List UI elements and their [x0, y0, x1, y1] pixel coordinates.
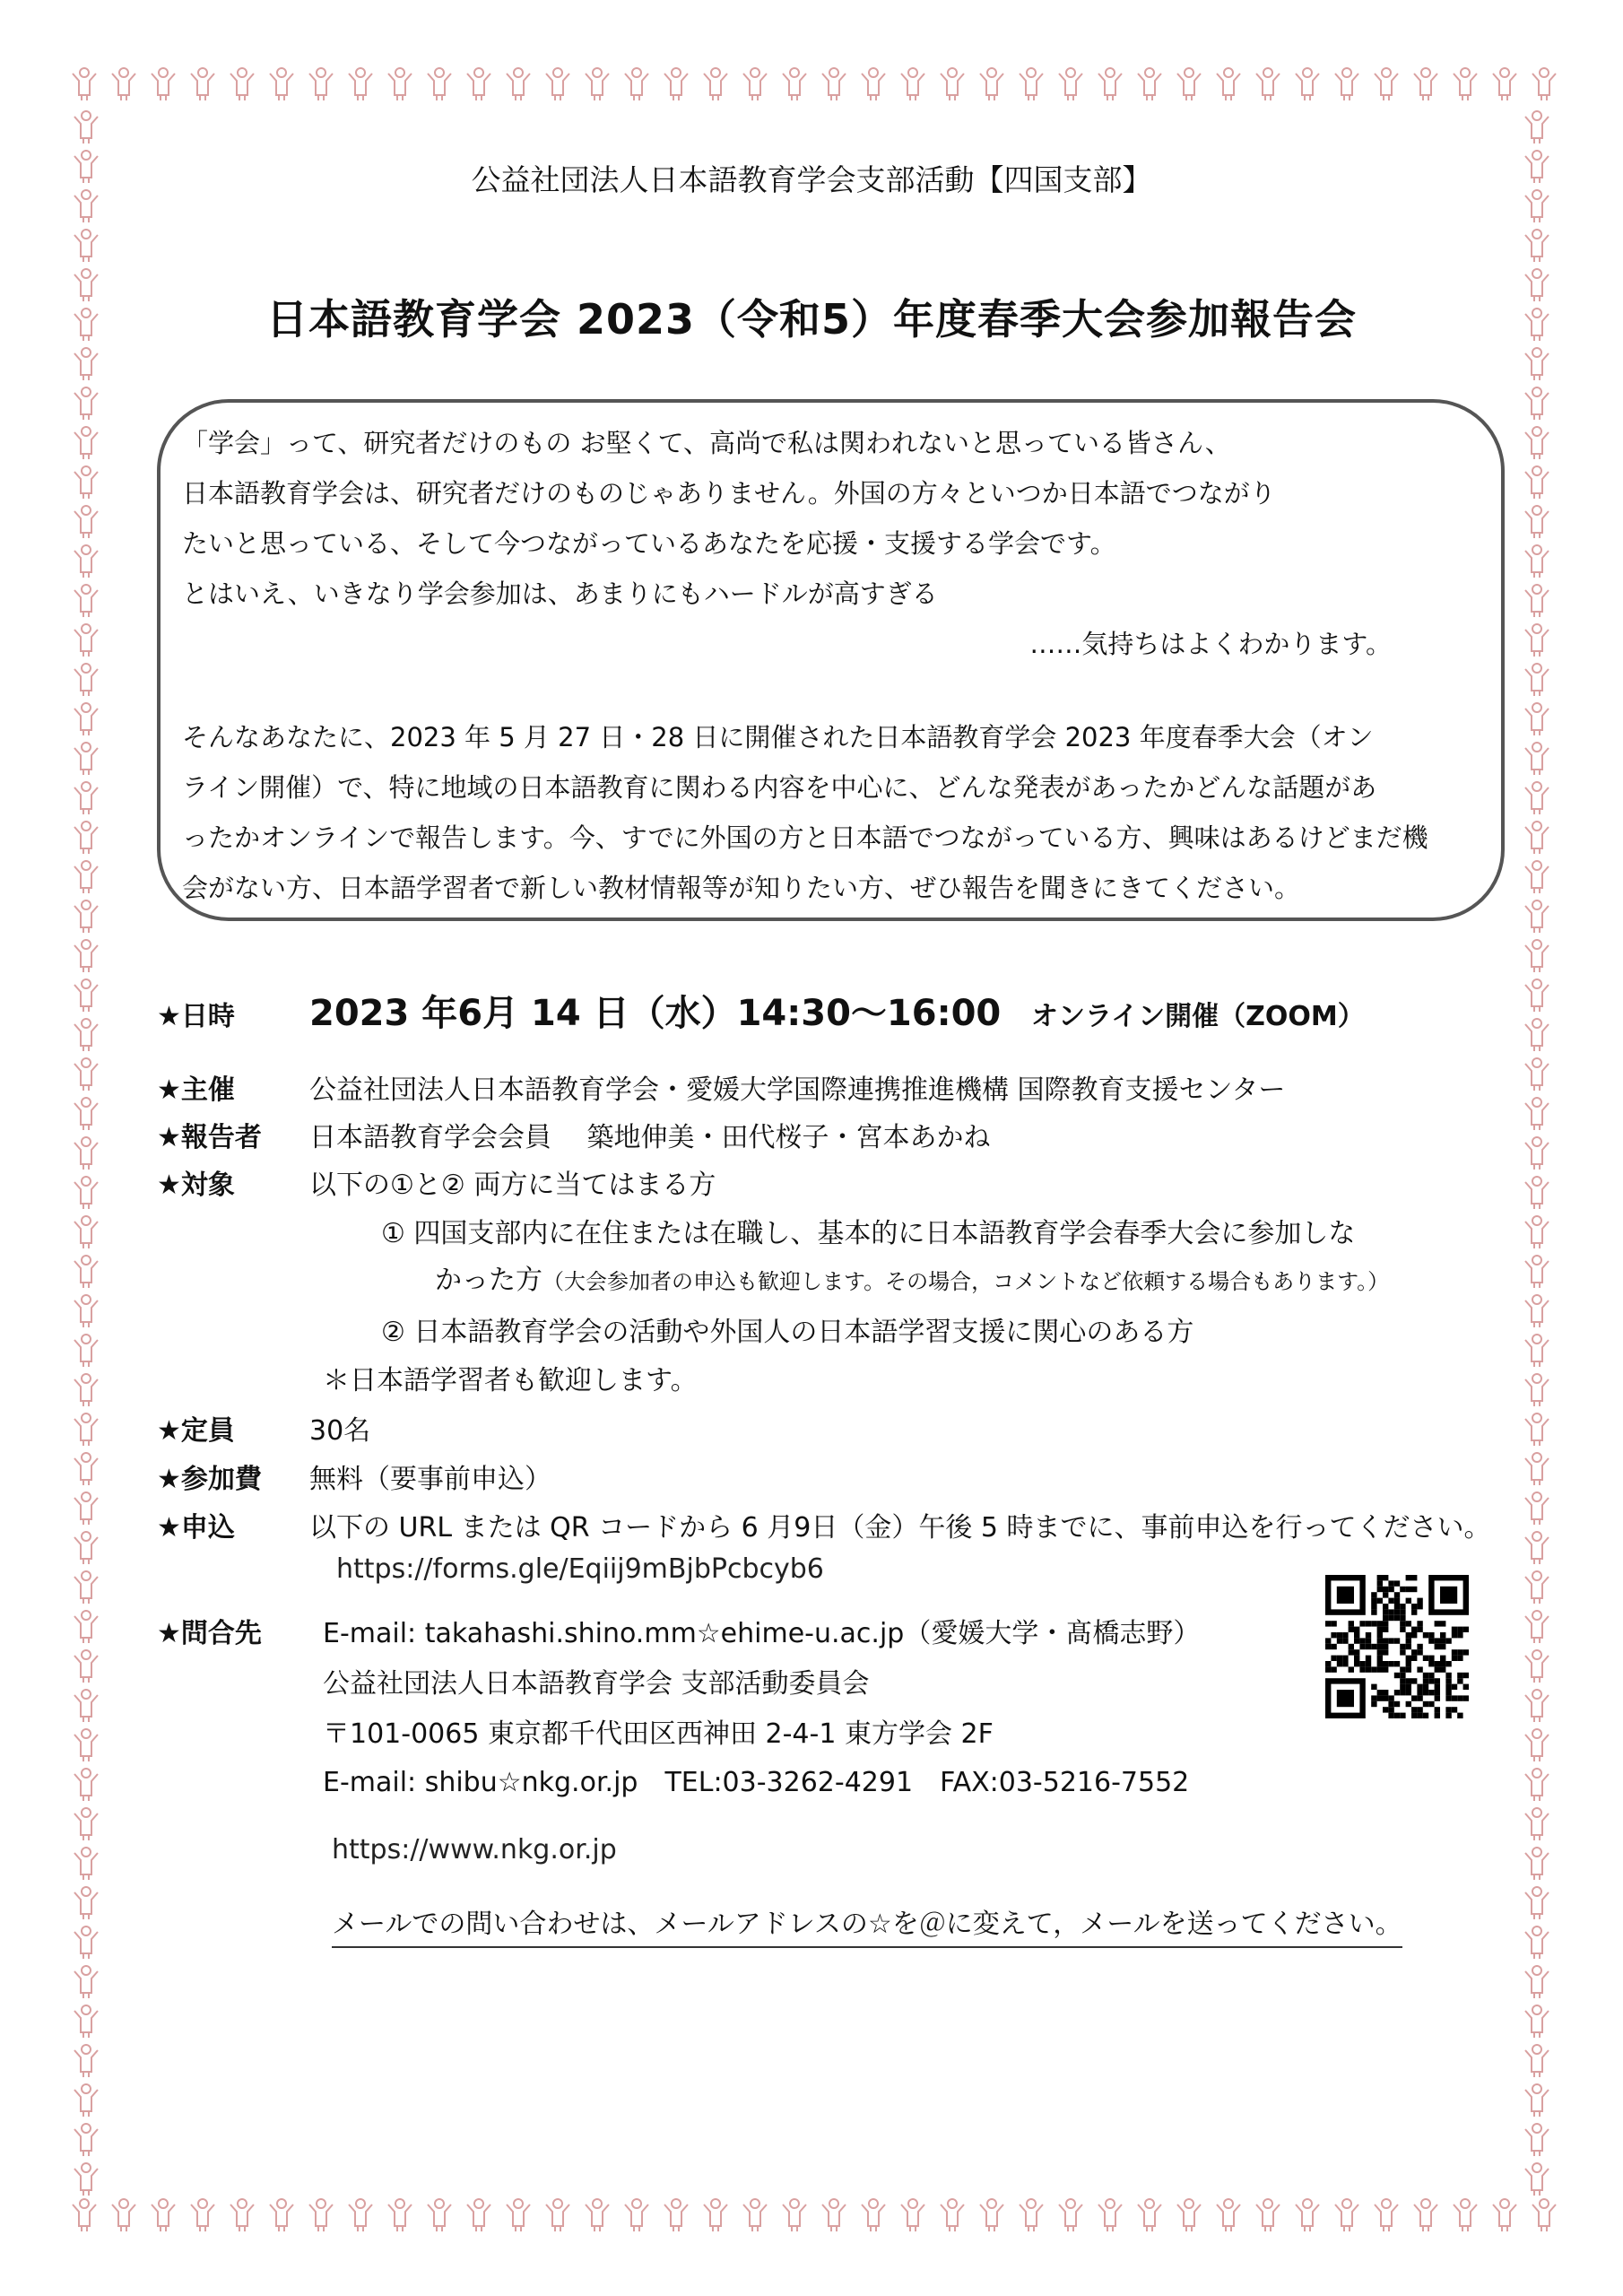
person-figure-icon	[74, 624, 98, 657]
person-figure-icon	[1217, 68, 1240, 100]
person-figure-icon	[1525, 743, 1549, 775]
person-figure-icon	[152, 68, 175, 100]
person-figure-icon	[546, 68, 569, 100]
person-figure-icon	[1525, 1256, 1549, 1288]
person-figure-icon	[349, 68, 372, 100]
person-figure-icon	[1525, 1374, 1549, 1406]
person-figure-icon	[941, 2199, 964, 2231]
person-figure-icon	[1414, 2199, 1437, 2231]
apply-value: 以下の URL または QR コードから 6 月9日（金）午後 5 時までに、事前申込を行ってください。	[309, 1512, 1491, 1544]
person-figure-icon	[74, 979, 98, 1012]
person-figure-icon	[625, 68, 648, 100]
person-figure-icon	[1525, 1058, 1549, 1091]
target-item-1: ① 四国支部内に在住または在職し、基本的に日本語教育学会春季大会に参加しな	[381, 1218, 1356, 1249]
person-figure-icon	[74, 782, 98, 814]
person-figure-icon	[1525, 1177, 1549, 1209]
person-figure-icon	[1525, 940, 1549, 972]
person-figure-icon	[428, 68, 451, 100]
person-figure-icon	[1059, 68, 1082, 100]
person-figure-icon	[74, 2163, 98, 2196]
person-figure-icon	[191, 2199, 214, 2231]
person-figure-icon	[74, 585, 98, 617]
person-figure-icon	[625, 2199, 648, 2231]
fee-value: 無料（要事前申込）	[309, 1464, 551, 1495]
person-figure-icon	[664, 68, 688, 100]
capacity-label: ★定員	[157, 1415, 235, 1447]
intro-line: ライン開催）で、特に地域の日本語教育に関わる内容を中心に、どんな発表があったかどんな話題があ	[182, 772, 1377, 803]
contact-address: 〒101-0065 東京都千代田区西神田 2-4-1 東方学会 2F	[323, 1718, 994, 1750]
intro-line: そんなあなたに、2023 年 5 月 27 日・28 日に開催された日本語教育学会 2023 年度春季大会（オン	[182, 722, 1374, 752]
person-figure-icon	[1525, 2124, 1549, 2156]
person-figure-icon	[1098, 68, 1122, 100]
person-figure-icon	[74, 664, 98, 696]
person-figure-icon	[1525, 1019, 1549, 1051]
person-figure-icon	[74, 1335, 98, 1367]
intro-line: たいと思っている、そして今つながっているあなたを応援・支援する学会です。	[182, 528, 1116, 559]
person-figure-icon	[1525, 1295, 1549, 1327]
person-figure-icon	[1138, 2199, 1161, 2231]
person-figure-icon	[191, 68, 214, 100]
person-figure-icon	[1375, 68, 1398, 100]
person-figure-icon	[112, 2199, 135, 2231]
person-figure-icon	[388, 2199, 412, 2231]
person-figure-icon	[152, 2199, 175, 2231]
person-figure-icon	[1525, 1532, 1549, 1564]
person-figure-icon	[1525, 2005, 1549, 2038]
apply-url-link[interactable]: https://forms.gle/Eqiij9mBjbPcbcyb6	[336, 1553, 824, 1585]
person-figure-icon	[349, 2199, 372, 2231]
decorative-border-right	[1514, 63, 1560, 2233]
person-figure-icon	[309, 68, 333, 100]
person-figure-icon	[1525, 1690, 1549, 1722]
person-figure-icon	[1525, 1216, 1549, 1248]
person-figure-icon	[1020, 2199, 1043, 2231]
person-figure-icon	[74, 1808, 98, 1840]
decorative-border-top	[61, 59, 1562, 106]
person-figure-icon	[309, 2199, 333, 2231]
person-figure-icon	[74, 703, 98, 735]
person-figure-icon	[270, 68, 293, 100]
person-figure-icon	[1525, 348, 1549, 380]
person-figure-icon	[1525, 1650, 1549, 1683]
person-figure-icon	[1525, 624, 1549, 657]
person-figure-icon	[74, 1966, 98, 1998]
site-url-link[interactable]: https://www.nkg.or.jp	[332, 1834, 617, 1866]
decorative-border-left	[63, 63, 109, 2233]
person-figure-icon	[230, 68, 254, 100]
person-figure-icon	[74, 2124, 98, 2156]
person-figure-icon	[74, 743, 98, 775]
person-figure-icon	[467, 68, 490, 100]
target-note: ＊日本語学習者も歓迎します。	[323, 1365, 698, 1396]
person-figure-icon	[428, 2199, 451, 2231]
person-figure-icon	[74, 1374, 98, 1406]
person-figure-icon	[1525, 2045, 1549, 2077]
person-figure-icon	[74, 111, 98, 144]
person-figure-icon	[1525, 111, 1549, 144]
person-figure-icon	[1525, 1492, 1549, 1525]
person-figure-icon	[74, 1256, 98, 1288]
person-figure-icon	[74, 1611, 98, 1643]
person-figure-icon	[1525, 427, 1549, 459]
person-figure-icon	[74, 506, 98, 538]
person-figure-icon	[1525, 1926, 1549, 1959]
mail-note: メールでの問い合わせは、メールアドレスの☆を＠に変えて，メールを送ってください。	[332, 1901, 1402, 1948]
host-value: 公益社団法人日本語教育学会・愛媛大学国際連携推進機構 国際教育支援センター	[309, 1074, 1286, 1106]
person-figure-icon	[74, 1848, 98, 1880]
person-figure-icon	[467, 2199, 490, 2231]
person-figure-icon	[1525, 387, 1549, 420]
online-label: オンライン開催（ZOOM）	[1031, 1001, 1365, 1032]
person-figure-icon	[1217, 2199, 1240, 2231]
person-figure-icon	[74, 1769, 98, 1801]
target-intro: 以下の①と② 両方に当てはまる方	[309, 1170, 716, 1201]
person-figure-icon	[74, 230, 98, 262]
target-item-2: ② 日本語教育学会の活動や外国人の日本語学習支援に関心のある方	[381, 1317, 1194, 1348]
intro-line: 「学会」って、研究者だけのもの お堅くて、高尚で私は関われないと思っている皆さん、	[182, 428, 1231, 458]
person-figure-icon	[1525, 1335, 1549, 1367]
contact-org: 公益社団法人日本語教育学会 支部活動委員会	[323, 1668, 870, 1700]
person-figure-icon	[1256, 2199, 1280, 2231]
person-figure-icon	[1525, 664, 1549, 696]
person-figure-icon	[74, 1690, 98, 1722]
person-figure-icon	[1177, 2199, 1201, 2231]
target-item-1-text: かった方	[435, 1265, 542, 1296]
reporters-value: 日本語教育学会会員 築地伸美・田代桜子・宮本あかね	[309, 1122, 991, 1153]
person-figure-icon	[74, 466, 98, 499]
person-figure-icon	[1525, 1848, 1549, 1880]
person-figure-icon	[1525, 2163, 1549, 2196]
person-figure-icon	[74, 427, 98, 459]
person-figure-icon	[1256, 68, 1280, 100]
person-figure-icon	[1525, 585, 1549, 617]
person-figure-icon	[1375, 2199, 1398, 2231]
person-figure-icon	[74, 1019, 98, 1051]
person-figure-icon	[1059, 2199, 1082, 2231]
person-figure-icon	[270, 2199, 293, 2231]
person-figure-icon	[783, 68, 806, 100]
person-figure-icon	[112, 68, 135, 100]
intro-line: 日本語教育学会は、研究者だけのものじゃありません。外国の方々といつか日本語でつながり	[182, 478, 1276, 509]
person-figure-icon	[1525, 1611, 1549, 1643]
page-title: 日本語教育学会 2023（令和5）年度春季大会参加報告会	[265, 295, 1358, 344]
person-figure-icon	[822, 68, 846, 100]
person-figure-icon	[1020, 68, 1043, 100]
person-figure-icon	[74, 940, 98, 972]
capacity-value: 30名	[309, 1415, 371, 1447]
person-figure-icon	[74, 1413, 98, 1446]
person-figure-icon	[1525, 900, 1549, 933]
organization-line: 公益社団法人日本語教育学会支部活動【四国支部】	[471, 162, 1152, 197]
host-label: ★主催	[157, 1074, 235, 1106]
person-figure-icon	[74, 1216, 98, 1248]
target-item-1-cont	[435, 1257, 1389, 1297]
person-figure-icon	[74, 1177, 98, 1209]
person-figure-icon	[1525, 1729, 1549, 1761]
person-figure-icon	[1098, 2199, 1122, 2231]
person-figure-icon	[1525, 1769, 1549, 1801]
person-figure-icon	[388, 68, 412, 100]
person-figure-icon	[1525, 1137, 1549, 1170]
person-figure-icon	[546, 2199, 569, 2231]
datetime-label: ★日時	[157, 1001, 235, 1032]
person-figure-icon	[74, 900, 98, 933]
person-figure-icon	[230, 2199, 254, 2231]
intro-line: ったかオンラインで報告します。今、すでに外国の方と日本語でつながっている方、興味はあるけどまだ機	[182, 822, 1428, 853]
fee-label: ★参加費	[157, 1464, 262, 1495]
contact-email-2: E-mail: shibu☆nkg.or.jp TEL:03-3262-4291 FAX:03-5216-7552	[323, 1767, 1190, 1798]
person-figure-icon	[74, 1098, 98, 1130]
person-figure-icon	[862, 68, 885, 100]
person-figure-icon	[1525, 1571, 1549, 1604]
intro-line: ……気持ちはよくわかります。	[1029, 629, 1392, 659]
person-figure-icon	[1525, 1453, 1549, 1485]
person-figure-icon	[1454, 2199, 1477, 2231]
person-figure-icon	[74, 1650, 98, 1683]
person-figure-icon	[74, 1729, 98, 1761]
person-figure-icon	[1525, 703, 1549, 735]
datetime-value: 2023 年6月 14 日（水）14:30～16:00	[309, 993, 1002, 1034]
person-figure-icon	[74, 1453, 98, 1485]
person-figure-icon	[1335, 2199, 1358, 2231]
person-figure-icon	[980, 68, 1003, 100]
person-figure-icon	[1525, 1887, 1549, 1919]
apply-label: ★申込	[157, 1512, 235, 1544]
person-figure-icon	[507, 68, 530, 100]
person-figure-icon	[1177, 68, 1201, 100]
person-figure-icon	[586, 2199, 609, 2231]
person-figure-icon	[74, 1926, 98, 1959]
person-figure-icon	[1525, 506, 1549, 538]
person-figure-icon	[74, 545, 98, 578]
person-figure-icon	[74, 1532, 98, 1564]
person-figure-icon	[74, 387, 98, 420]
person-figure-icon	[901, 2199, 924, 2231]
person-figure-icon	[704, 2199, 727, 2231]
person-figure-icon	[1138, 68, 1161, 100]
intro-line: 会がない方、日本語学習者で新しい教材情報等が知りたい方、ぜひ報告を聞きにきてください。	[182, 873, 1301, 903]
person-figure-icon	[74, 822, 98, 854]
person-figure-icon	[1525, 979, 1549, 1012]
decorative-border-bottom	[61, 2190, 1562, 2237]
intro-line: とはいえ、いきなり学会参加は、あまりにもハードルが高すぎる	[182, 578, 938, 609]
person-figure-icon	[74, 1295, 98, 1327]
person-figure-icon	[74, 1492, 98, 1525]
person-figure-icon	[862, 2199, 885, 2231]
person-figure-icon	[74, 2005, 98, 2038]
person-figure-icon	[1296, 68, 1319, 100]
person-figure-icon	[74, 1571, 98, 1604]
person-figure-icon	[822, 2199, 846, 2231]
person-figure-icon	[74, 2084, 98, 2117]
target-item-1-note: （大会参加者の申込も歓迎します。その場合，コメントなど依頼する場合もあります。）	[542, 1269, 1390, 1294]
person-figure-icon	[1454, 68, 1477, 100]
person-figure-icon	[1296, 2199, 1319, 2231]
contact-label: ★問合先	[157, 1618, 262, 1649]
person-figure-icon	[74, 348, 98, 380]
person-figure-icon	[783, 2199, 806, 2231]
person-figure-icon	[1525, 1966, 1549, 1998]
qr-code-icon[interactable]	[1325, 1575, 1469, 1718]
reporters-label: ★報告者	[157, 1122, 262, 1153]
person-figure-icon	[1335, 68, 1358, 100]
person-figure-icon	[586, 68, 609, 100]
person-figure-icon	[980, 2199, 1003, 2231]
person-figure-icon	[1525, 782, 1549, 814]
person-figure-icon	[1525, 230, 1549, 262]
contact-email-1: E-mail: takahashi.shino.mm☆ehime-u.ac.jp（愛媛大学・髙橋志野）	[323, 1618, 1201, 1649]
person-figure-icon	[704, 68, 727, 100]
person-figure-icon	[1525, 822, 1549, 854]
person-figure-icon	[1525, 1413, 1549, 1446]
person-figure-icon	[1525, 1808, 1549, 1840]
person-figure-icon	[901, 68, 924, 100]
person-figure-icon	[1414, 68, 1437, 100]
person-figure-icon	[74, 1137, 98, 1170]
person-figure-icon	[74, 861, 98, 893]
person-figure-icon	[941, 68, 964, 100]
person-figure-icon	[507, 2199, 530, 2231]
person-figure-icon	[1525, 466, 1549, 499]
person-figure-icon	[664, 2199, 688, 2231]
person-figure-icon	[743, 68, 767, 100]
person-figure-icon	[1525, 861, 1549, 893]
person-figure-icon	[1525, 2084, 1549, 2117]
person-figure-icon	[743, 2199, 767, 2231]
person-figure-icon	[74, 2045, 98, 2077]
person-figure-icon	[1525, 1098, 1549, 1130]
target-label: ★対象	[157, 1170, 235, 1201]
person-figure-icon	[74, 1887, 98, 1919]
person-figure-icon	[1525, 545, 1549, 578]
person-figure-icon	[74, 1058, 98, 1091]
